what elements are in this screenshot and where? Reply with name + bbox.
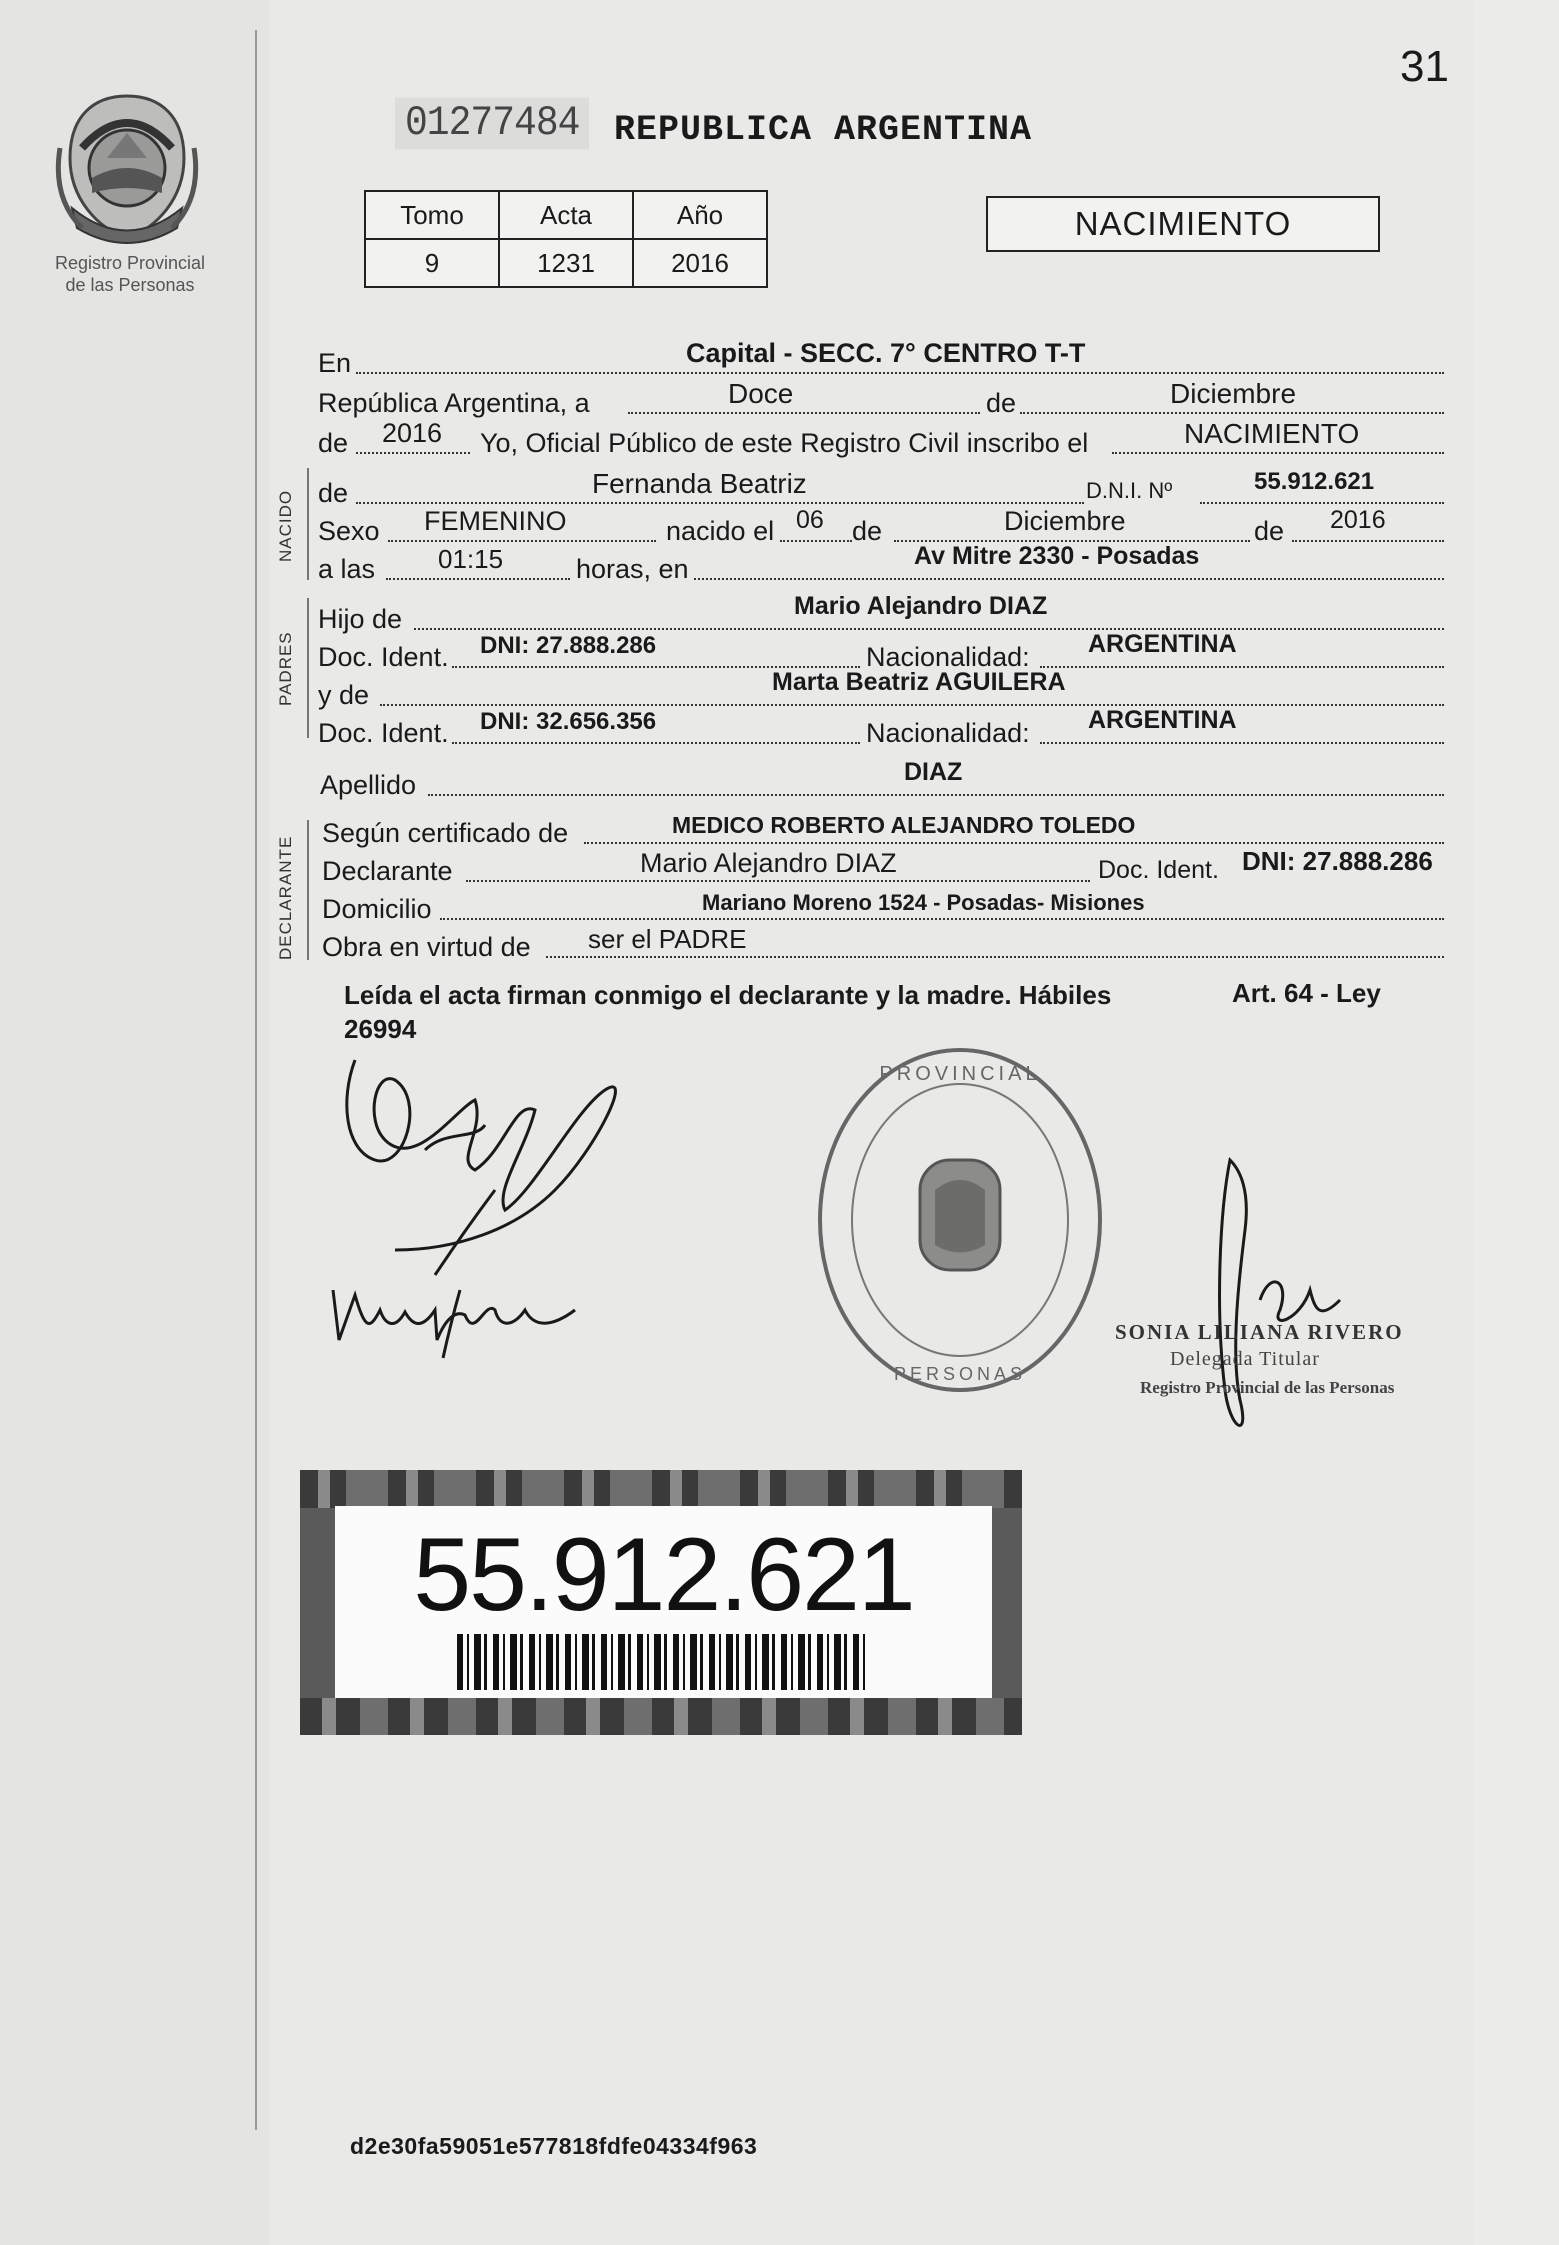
father-name: Mario Alejandro DIAZ: [794, 592, 1048, 620]
nacido-el-label: nacido el: [666, 516, 775, 546]
official-role: Delegada Titular: [1170, 1348, 1320, 1370]
page-number: 31: [1400, 42, 1449, 91]
registry-name-line1: Registro Provincial: [54, 253, 206, 273]
registration-month: Diciembre: [1170, 378, 1297, 409]
dots: [1112, 452, 1444, 454]
official-name: SONIA LILIANA RIVERO: [1115, 1320, 1404, 1344]
dots: [1292, 540, 1444, 542]
record-table-value-row: [365, 239, 767, 287]
id-number: 55.912.621: [413, 1517, 914, 1633]
mother-doc: DNI: 32.656.356: [480, 708, 657, 735]
father-nationality: ARGENTINA: [1088, 630, 1237, 658]
dots: [1040, 742, 1444, 744]
record-table: [364, 190, 768, 288]
child-dni: 55.912.621: [1254, 468, 1375, 495]
dots: [1040, 666, 1444, 668]
father-doc: DNI: 27.888.286: [480, 632, 657, 659]
record-kind: NACIMIENTO: [1184, 418, 1360, 449]
closing-law-number: 26994: [344, 1014, 417, 1044]
dots: [356, 502, 1084, 504]
dots: [546, 956, 1444, 958]
father-nationality-label: Nacionalidad:: [866, 642, 1030, 672]
dots: [428, 794, 1444, 796]
record-header-anio: Año: [633, 191, 767, 239]
dots: [356, 452, 470, 454]
birth-de-label-2: de: [1254, 516, 1285, 546]
declarante-doc: DNI: 27.888.286: [1242, 846, 1433, 876]
registry-name: [40, 252, 220, 296]
serial-number: 01277484: [395, 98, 589, 150]
record-value-anio: 2016: [633, 239, 767, 287]
right-margin-band: [1475, 0, 1559, 2245]
birth-place: Av Mitre 2330 - Posadas: [914, 542, 1200, 570]
dots: [386, 578, 570, 580]
left-margin-band: [0, 0, 270, 2245]
declarant-signature-icon: [335, 1040, 675, 1280]
record-value-acta: 1231: [499, 239, 633, 287]
section-rule-padres: [307, 598, 309, 738]
dots: [1020, 412, 1444, 414]
declarante-doc-label: Doc. Ident.: [1098, 856, 1219, 884]
dots: [628, 412, 980, 414]
mother-doc-label: Doc. Ident.: [318, 718, 449, 748]
record-value-tomo: 9: [365, 239, 499, 287]
a-las-label: a las: [318, 554, 376, 584]
dots: [466, 880, 1090, 882]
label-white-area: [335, 1506, 992, 1698]
horas-label: horas, en: [576, 554, 689, 584]
registry-name-line2: de las Personas: [65, 275, 195, 295]
obra-value: ser el PADRE: [588, 924, 747, 954]
statement-text: Yo, Oficial Público de este Registro Civil inscribo el: [480, 428, 1089, 458]
record-header-tomo: Tomo: [365, 191, 499, 239]
record-header-acta: Acta: [499, 191, 633, 239]
mother-signature-icon: [325, 1270, 585, 1360]
document-type-box: NACIMIENTO: [986, 196, 1380, 252]
dots: [380, 704, 1444, 706]
dni-label: D.N.I. Nº: [1086, 478, 1173, 503]
dots: [584, 842, 1444, 844]
provincial-crest-icon: [52, 88, 202, 248]
dots: [452, 742, 860, 744]
dots: [780, 540, 852, 542]
child-sex: FEMENINO: [424, 506, 567, 536]
section-rule-declarante: [307, 820, 309, 960]
closing-text-main: Leída el acta firman conmigo el declarante y la madre. Hábiles: [344, 980, 1112, 1010]
dots: [414, 628, 1444, 630]
dots: [388, 540, 656, 542]
republic-label: República Argentina, a: [318, 388, 590, 418]
hijo-de-label: Hijo de: [318, 604, 403, 634]
barcode-icon: [457, 1634, 867, 1690]
de-label: de: [986, 388, 1017, 418]
registry-seal-icon: [810, 1040, 1110, 1400]
birth-de-label-1: de: [852, 516, 883, 546]
mother-nationality-label: Nacionalidad:: [866, 718, 1030, 748]
svg-text:PROVINCIAL: PROVINCIAL: [879, 1063, 1041, 1085]
dots: [1200, 502, 1444, 504]
apellido-label: Apellido: [320, 770, 417, 800]
svg-text:PERSONAS: PERSONAS: [893, 1364, 1027, 1384]
label-pattern-top: [300, 1470, 1022, 1508]
sexo-label: Sexo: [318, 516, 380, 546]
y-de-label: y de: [318, 680, 370, 710]
registration-day: Doce: [728, 378, 794, 409]
declarante-label: Declarante: [322, 856, 453, 886]
closing-law-ref: Art. 64 - Ley: [1232, 978, 1381, 1008]
section-rule-nacido: [307, 468, 309, 580]
record-table-header-row: [365, 191, 767, 239]
certificado-label: Según certificado de: [322, 818, 569, 848]
mother-nationality: ARGENTINA: [1088, 706, 1237, 734]
section-label-nacido: NACIDO: [276, 489, 295, 562]
domicilio-value: Mariano Moreno 1524 - Posadas- Misiones: [702, 890, 1145, 915]
declarante-name: Mario Alejandro DIAZ: [640, 848, 897, 878]
registration-year: 2016: [382, 418, 443, 448]
obra-label: Obra en virtud de: [322, 932, 531, 962]
child-de-label: de: [318, 478, 349, 508]
registration-place: Capital - SECC. 7° CENTRO T-T: [686, 338, 1086, 368]
dots: [356, 372, 1444, 374]
en-label: En: [318, 348, 352, 378]
birth-year: 2016: [1330, 506, 1386, 534]
apellido-value: DIAZ: [904, 758, 963, 786]
mother-name: Marta Beatriz AGUILERA: [772, 668, 1066, 696]
label-pattern-bottom: [300, 1698, 1022, 1735]
dots: [440, 918, 1444, 920]
section-label-padres: PADRES: [276, 631, 295, 706]
birth-month: Diciembre: [1004, 506, 1126, 536]
domicilio-label: Domicilio: [322, 894, 432, 924]
certificado-value: MEDICO ROBERTO ALEJANDRO TOLEDO: [672, 812, 1136, 838]
id-number-label: [300, 1470, 1022, 1735]
birth-time: 01:15: [438, 544, 504, 574]
section-label-declarante: DECLARANTE: [276, 835, 295, 960]
official-office: Registro Provincial de las Personas: [1140, 1378, 1395, 1397]
birth-day: 06: [796, 506, 824, 534]
child-name: Fernanda Beatriz: [592, 468, 807, 499]
dots: [694, 578, 1444, 580]
document-hash: d2e30fa59051e577818fdfe04334f963: [350, 2133, 758, 2159]
country-title: REPUBLICA ARGENTINA: [614, 110, 1033, 150]
father-doc-label: Doc. Ident.: [318, 642, 449, 672]
year-prefix-label: de: [318, 428, 349, 458]
margin-line: [255, 30, 257, 2130]
